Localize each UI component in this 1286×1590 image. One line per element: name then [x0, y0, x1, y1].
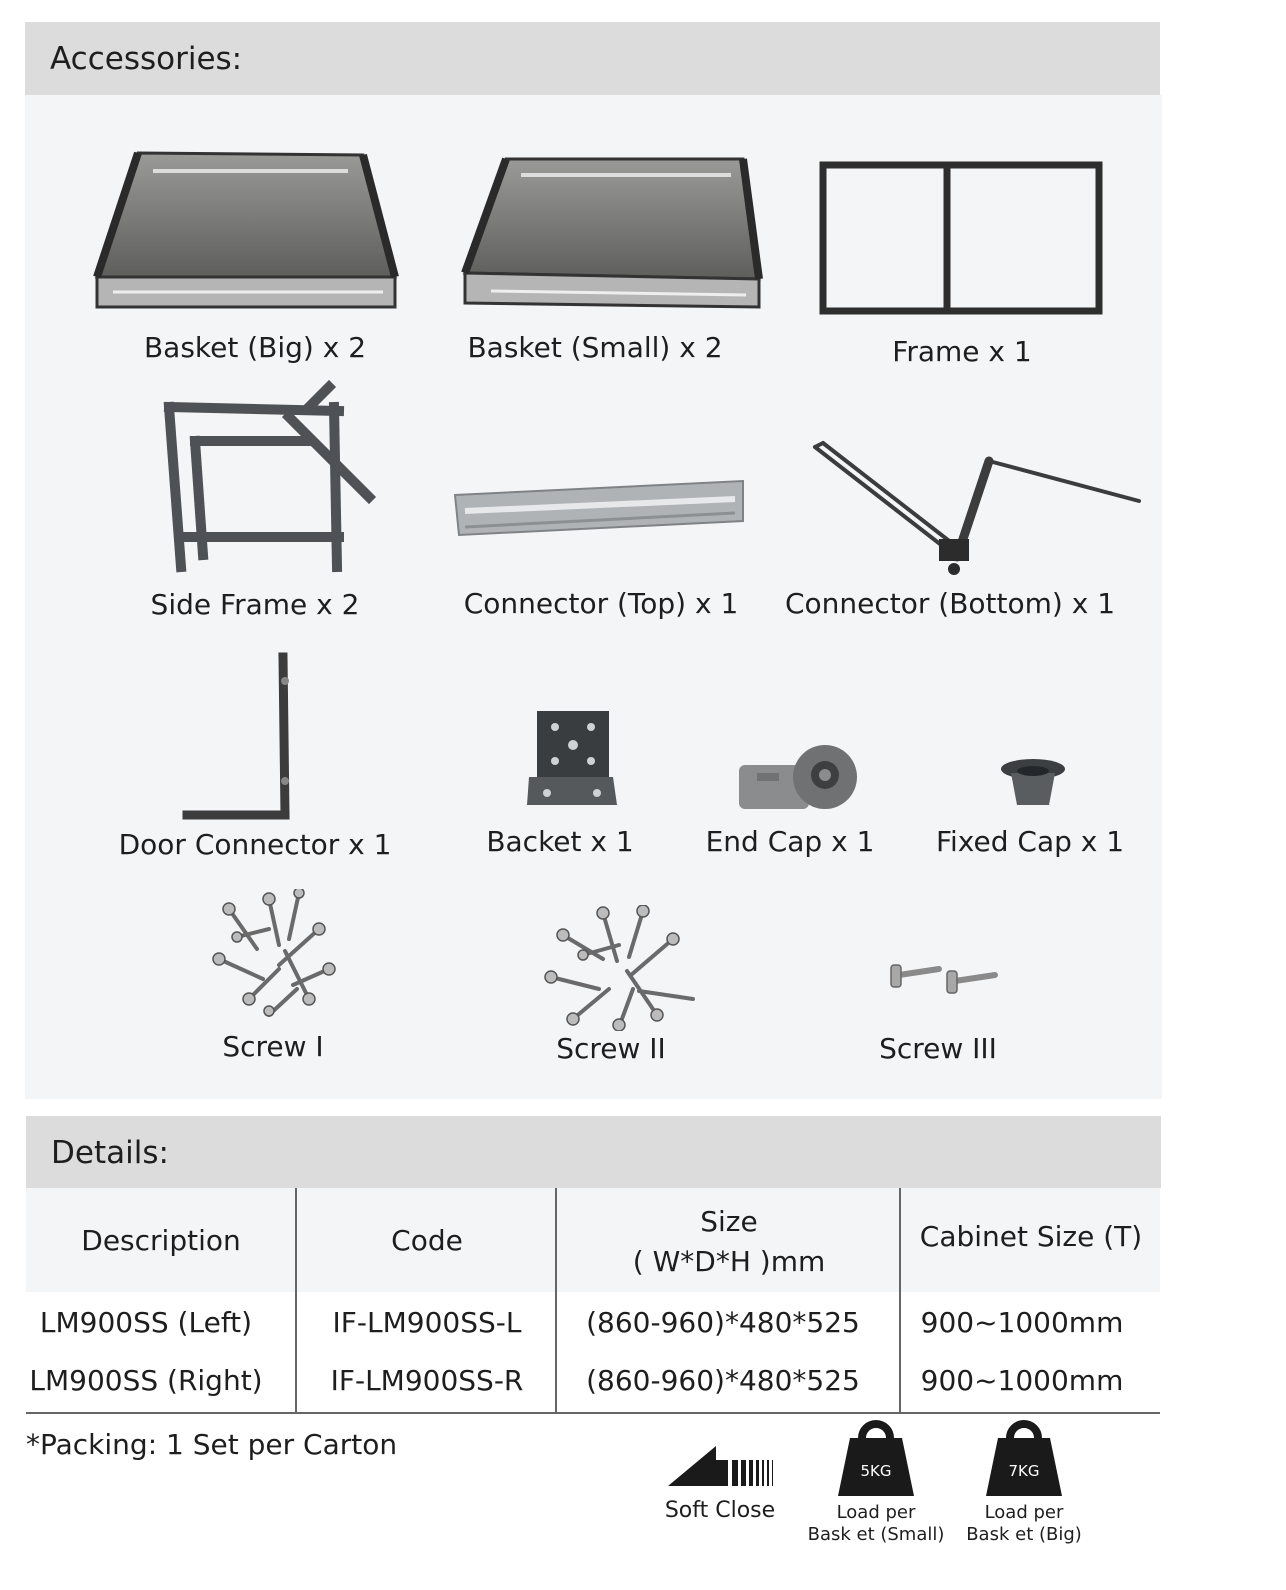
cell-cabinet: 900~1000mm — [920, 1305, 1124, 1339]
cell-size: (860-960)*480*525 — [586, 1305, 860, 1339]
bracket-icon — [525, 709, 617, 807]
soft-close-label: Soft Close — [664, 1498, 776, 1523]
accessory-label: Basket (Big) x 2 — [143, 331, 367, 364]
load-small-line2: Bask et (Small) — [807, 1524, 945, 1545]
screw-pile-icon — [209, 889, 339, 1017]
accessory-label: Backet x 1 — [486, 825, 634, 858]
accessory-label: Connector (Top) x 1 — [463, 587, 739, 620]
connector-top-icon — [453, 475, 745, 539]
accessory-label: Side Frame x 2 — [150, 588, 360, 621]
table-row — [26, 1352, 1160, 1408]
load-big-line1: Load per — [984, 1502, 1064, 1523]
fixed-cap-icon — [999, 757, 1067, 809]
side-frame-icon — [159, 377, 377, 573]
column-divider — [899, 1188, 901, 1413]
table-header-row — [26, 1188, 1160, 1292]
cell-description: LM900SS (Left) — [39, 1305, 253, 1339]
load-big-line2: Bask et (Big) — [966, 1524, 1082, 1545]
details-header — [26, 1116, 1161, 1188]
cell-description: LM900SS (Right) — [29, 1363, 263, 1397]
accessory-label: Connector (Bottom) x 1 — [784, 587, 1116, 620]
column-divider — [295, 1188, 297, 1413]
accessory-label: Door Connector x 1 — [118, 828, 392, 861]
header-description: Description — [81, 1223, 241, 1257]
connector-bottom-icon — [809, 439, 1145, 577]
soft-close-icon — [666, 1444, 780, 1488]
accessory-label: Frame x 1 — [892, 335, 1032, 368]
cell-code: IF-LM900SS-L — [332, 1305, 522, 1339]
table-row — [26, 1294, 1160, 1350]
weight-value: 7KG — [1008, 1462, 1040, 1480]
basket-small-icon — [461, 153, 763, 311]
details-title: Details: — [51, 1135, 169, 1171]
header-code: Code — [391, 1223, 463, 1257]
door-connector-icon — [181, 651, 299, 821]
column-divider — [555, 1188, 557, 1413]
header-cabinet: Cabinet Size (T) — [919, 1219, 1143, 1253]
accessories-title: Accessories: — [50, 41, 243, 77]
accessories-header — [25, 22, 1160, 95]
basket-big-icon — [93, 147, 399, 311]
accessory-label: Basket (Small) x 2 — [467, 331, 723, 364]
accessories-panel — [25, 95, 1162, 1099]
accessory-label: Screw III — [879, 1032, 997, 1065]
screw-pile-icon — [543, 905, 699, 1031]
accessory-label: Fixed Cap x 1 — [935, 825, 1125, 858]
load-big-label — [966, 1502, 1082, 1546]
weight-value: 5KG — [860, 1462, 892, 1480]
load-small-label — [808, 1502, 945, 1546]
cell-cabinet: 900~1000mm — [920, 1363, 1124, 1397]
weight-icon — [836, 1420, 916, 1498]
header-size-line2: ( W*D*H )mm — [632, 1245, 826, 1278]
packing-note: *Packing: 1 Set per Carton — [26, 1428, 398, 1461]
screw-pair-icon — [887, 955, 1001, 995]
accessory-label: Screw II — [556, 1032, 666, 1065]
table-bottom-rule — [26, 1412, 1160, 1414]
cell-size: (860-960)*480*525 — [586, 1363, 860, 1397]
frame-icon — [819, 161, 1103, 315]
end-cap-icon — [737, 743, 861, 813]
accessory-label: Screw I — [222, 1030, 324, 1063]
accessory-label: End Cap x 1 — [705, 825, 875, 858]
cell-code: IF-LM900SS-R — [330, 1363, 524, 1397]
header-size — [558, 1188, 900, 1292]
header-size-line1: Size — [700, 1205, 758, 1238]
weight-icon — [984, 1420, 1064, 1498]
load-small-line1: Load per — [836, 1502, 916, 1523]
